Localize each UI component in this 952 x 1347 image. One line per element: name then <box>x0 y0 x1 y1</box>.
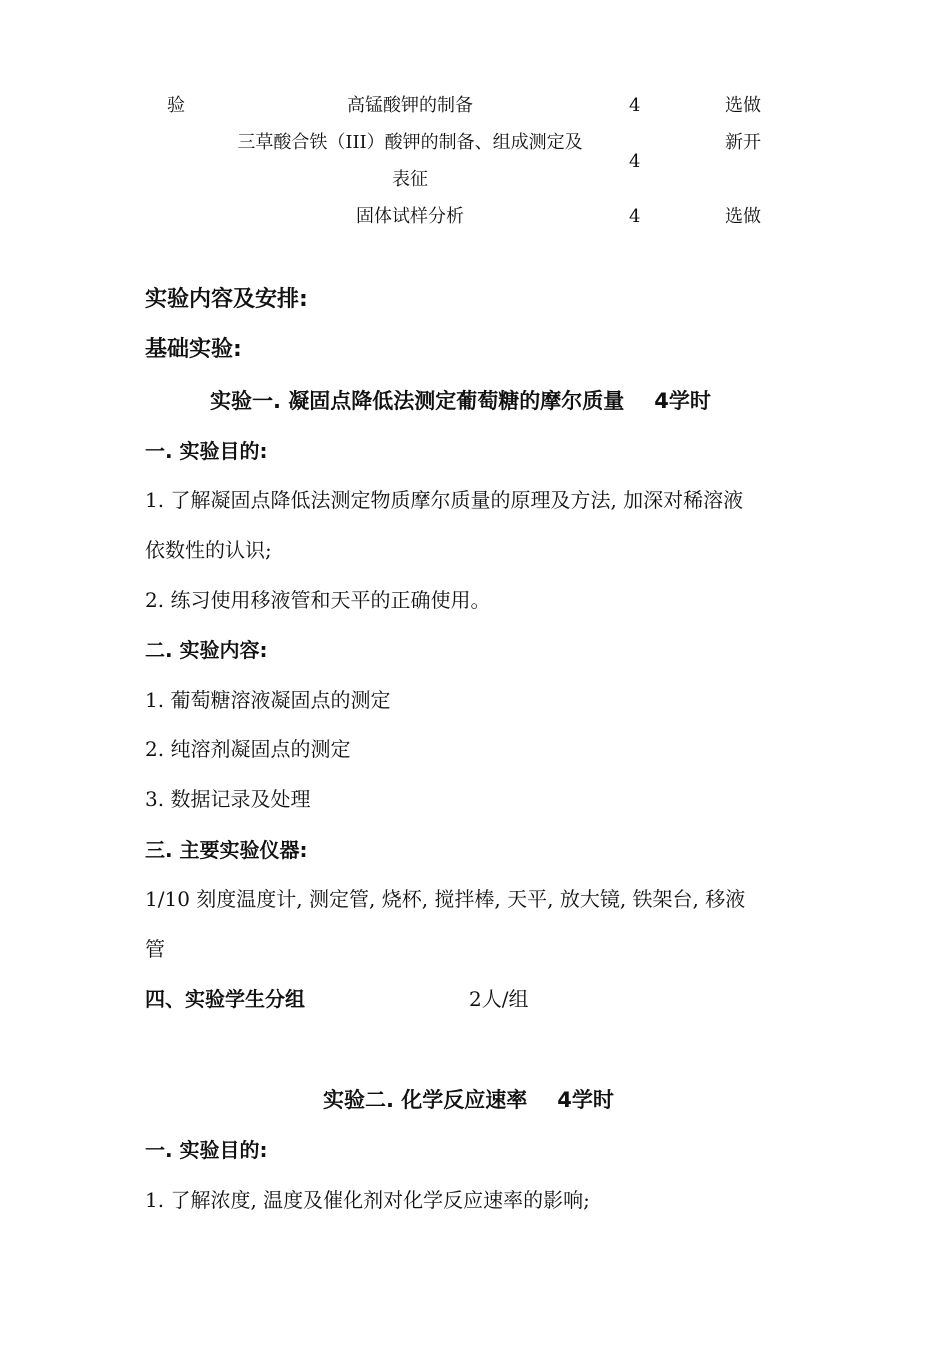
experiment-2-purpose-1: 1. 了解浓度, 温度及催化剂对化学反应速率的影响; <box>145 1188 590 1212</box>
experiment-1-instruments-line1: 1/10 刻度温度计, 测定管, 烧杯, 搅拌棒, 天平, 放大镜, 铁架台, 移液 <box>145 887 746 911</box>
experiment-1-grouping <box>145 985 529 1013</box>
experiment-1-purpose-1-line1: 1. 了解凝固点降低法测定物质摩尔质量的原理及方法, 加深对稀溶液 <box>145 488 744 512</box>
heading-content-arrangement: 实验内容及安排: <box>145 287 308 312</box>
experiment-1-content-2: 2. 纯溶剂凝固点的测定 <box>145 737 351 761</box>
experiment-2-purpose-heading: 一. 实验目的: <box>145 1138 268 1162</box>
experiment-1-content-1: 1. 葡萄糖溶液凝固点的测定 <box>145 688 391 712</box>
table-cell-name-line2: 表征 <box>392 169 428 190</box>
experiment-2-title <box>323 1085 614 1115</box>
table-cell-type: 新开 <box>725 132 761 153</box>
experiment-1-title-text: 实验一. 凝固点降低法测定葡萄糖的摩尔质量 <box>210 389 625 413</box>
experiment-1-instruments-heading: 三. 主要实验仪器: <box>145 838 308 862</box>
experiment-1-grouping-heading: 四、实验学生分组 <box>145 987 305 1011</box>
table-cell-name: 固体试样分析 <box>356 206 464 227</box>
experiment-2-hours: 4学时 <box>557 1088 614 1112</box>
table-cell-category: 验 <box>167 95 185 116</box>
experiment-1-instruments-line2: 管 <box>145 937 165 961</box>
table-cell-name-line1: 三草酸合铁（III）酸钾的制备、组成测定及 <box>237 132 583 153</box>
experiment-1-content-heading: 二. 实验内容: <box>145 638 268 662</box>
experiment-1-purpose-heading: 一. 实验目的: <box>145 439 268 463</box>
table-cell-hours: 4 <box>629 95 641 116</box>
heading-basic-experiments: 基础实验: <box>145 337 242 362</box>
experiment-1-grouping-value: 2人/组 <box>469 987 529 1011</box>
experiment-1-title <box>210 386 711 416</box>
table-cell-name: 高锰酸钾的制备 <box>347 95 473 116</box>
table-cell-type: 选做 <box>725 206 761 227</box>
table-cell-type: 选做 <box>725 95 761 116</box>
experiment-1-hours: 4学时 <box>654 389 711 413</box>
table-cell-hours: 4 <box>629 206 641 227</box>
table-cell-hours: 4 <box>629 151 641 172</box>
experiment-1-content-3: 3. 数据记录及处理 <box>145 787 311 811</box>
experiment-1-purpose-1-line2: 依数性的认识; <box>145 538 272 562</box>
experiment-1-purpose-2: 2. 练习使用移液管和天平的正确使用。 <box>145 588 491 612</box>
experiment-2-title-text: 实验二. 化学反应速率 <box>323 1088 528 1112</box>
